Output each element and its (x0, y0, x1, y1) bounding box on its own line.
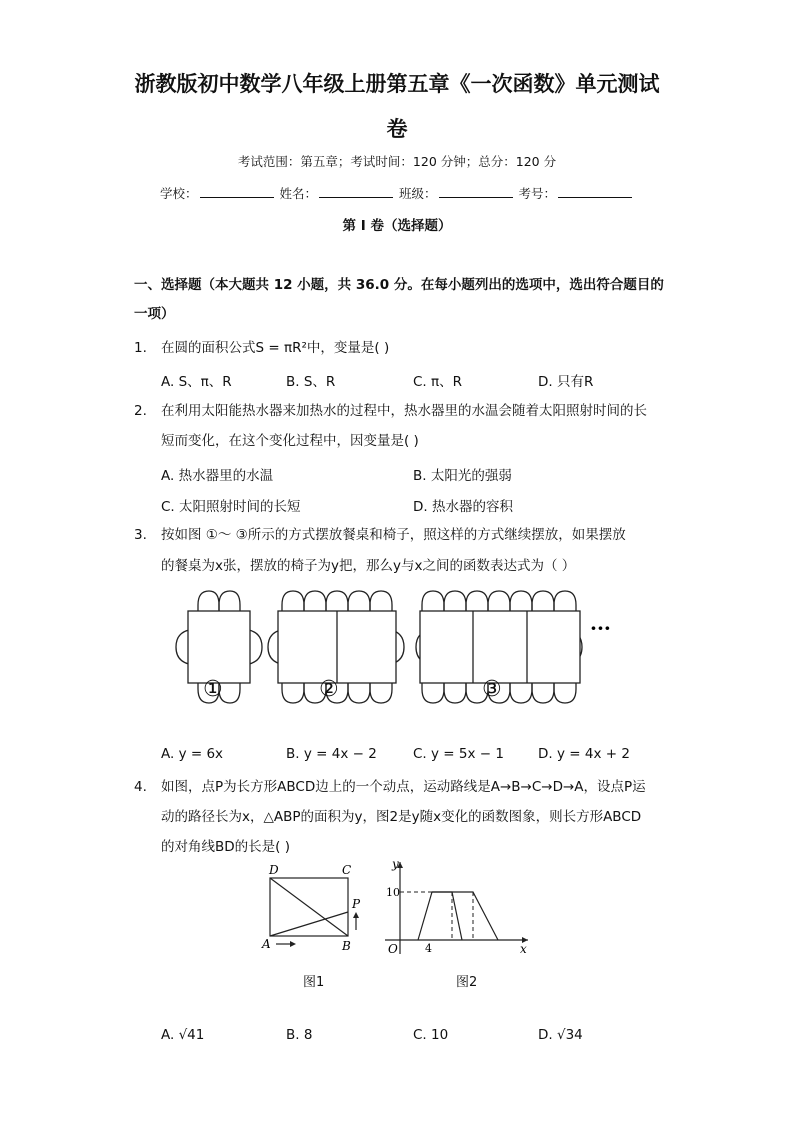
option-a[interactable]: A. S、π、R (161, 374, 232, 390)
question-text-line1: 按如图 ①～ ③所示的方式摆放餐桌和椅子，照这样的方式继续摆放，如果摆放 (161, 527, 626, 543)
option-c[interactable]: C. π、R (413, 374, 463, 390)
exam-number-field[interactable] (558, 185, 632, 198)
y-tick-label: 10 (386, 886, 400, 899)
arrow-up-icon (353, 912, 359, 918)
name-field[interactable] (319, 185, 393, 198)
exam-info: 考试范围：第五章；考试时间：120 分钟；总分：120 分 (237, 154, 557, 169)
x-tick-label: 4 (425, 942, 432, 955)
arrow-right-icon (290, 941, 296, 947)
diagonal-bd (270, 878, 348, 936)
table (420, 611, 580, 683)
option-a[interactable]: A. y = 6x (161, 746, 224, 762)
class-field[interactable] (439, 185, 513, 198)
figure-ellipsis: ··· (590, 616, 611, 640)
name-label: 姓名： (279, 186, 317, 201)
question-text-line1: 如图，点P为长方形ABCD边上的一个动点，运动路线是A→B→C→D→A，设点P运 (161, 779, 646, 795)
question-text-line2: 的餐桌为x张，摆放的椅子为y把，那么y与x之间的函数表达式为（ ） (161, 558, 576, 574)
question-text-line3: 的对角线BD的长是( ) (161, 839, 290, 855)
option-a[interactable]: A. √41 (161, 1027, 205, 1043)
question-number: 2. (134, 403, 147, 419)
option-c[interactable]: C. 太阳照射时间的长短 (161, 499, 301, 515)
question-number: 4. (134, 779, 147, 795)
section-heading-line2: 一项） (134, 306, 175, 322)
figure-1-caption: 图1 (303, 975, 325, 990)
vertex-c: C (342, 863, 352, 877)
question-number: 1. (134, 340, 147, 356)
option-d[interactable]: D. 只有R (538, 374, 594, 390)
question-text-line2: 短而变化，在这个变化过程中，因变量是( ) (161, 433, 419, 449)
question-text-line1: 在利用太阳能热水器来加热水的过程中，热水器里的水温会随着太阳照射时间的长 (161, 403, 647, 419)
option-b[interactable]: B. y = 4x − 2 (286, 746, 377, 762)
option-b[interactable]: B. 太阳光的强弱 (413, 468, 512, 484)
x-axis-label: x (520, 942, 527, 956)
option-a[interactable]: A. 热水器里的水温 (161, 468, 274, 484)
function-graph (382, 856, 532, 956)
graph-line (418, 892, 462, 940)
option-c[interactable]: C. 10 (413, 1027, 449, 1043)
vertex-b: B (342, 939, 351, 953)
figure-label-1: ① (203, 677, 223, 702)
part-title: 第 I 卷（选择题） (342, 218, 452, 234)
option-b[interactable]: B. S、R (286, 374, 336, 390)
option-d[interactable]: D. √34 (538, 1027, 583, 1043)
class-label: 班级： (398, 186, 437, 201)
school-field[interactable] (200, 185, 274, 198)
graph-line (432, 892, 498, 940)
point-p: P (352, 897, 361, 911)
school-label: 学校： (159, 186, 198, 201)
option-b[interactable]: B. 8 (286, 1027, 313, 1043)
section-heading-line1: 一、选择题（本大题共 12 小题，共 36.0 分。在每小题列出的选项中，选出符合题目的 (134, 277, 664, 293)
option-c[interactable]: C. y = 5x − 1 (413, 746, 504, 762)
table (188, 611, 250, 683)
paper-title-line2: 卷 (386, 117, 408, 141)
figure-label-3: ③ (482, 677, 502, 702)
segment-ap (270, 912, 348, 936)
figure-2-caption: 图2 (456, 975, 478, 990)
vertex-d: D (269, 863, 279, 877)
student-info-fields (0, 184, 794, 202)
rectangle-figure (260, 860, 370, 955)
question-number: 3. (134, 527, 147, 543)
figure-label-2: ② (319, 677, 339, 702)
option-d[interactable]: D. 热水器的容积 (413, 499, 513, 515)
table-chair-figure (170, 585, 630, 710)
origin-label: O (388, 942, 398, 956)
option-d[interactable]: D. y = 4x + 2 (538, 746, 630, 762)
question-text-line2: 动的路径长为x，△ABP的面积为y，图2是y随x变化的函数图象，则长方形ABCD (161, 809, 642, 825)
y-axis-label: y (392, 857, 399, 871)
vertex-a: A (262, 937, 271, 951)
question-text: 在圆的面积公式S = πR²中，变量是( ) (161, 340, 390, 356)
paper-title-line1: 浙教版初中数学八年级上册第五章《一次函数》单元测试 (134, 72, 660, 96)
exam-number-label: 考号： (518, 186, 556, 201)
